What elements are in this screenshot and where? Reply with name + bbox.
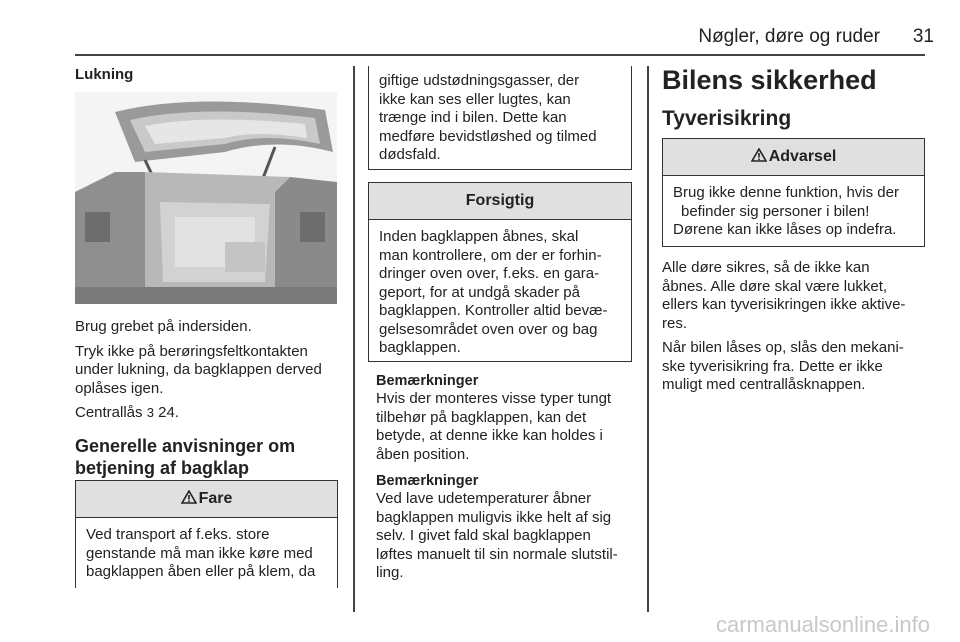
text-line: bagklappen åben eller på klem, da — [86, 563, 316, 580]
column-1 — [75, 66, 343, 85]
text-line: giftige udstødningsgasser, der — [379, 72, 580, 89]
text-line: trænge ind i bilen. Dette kan — [379, 109, 567, 126]
warning-box-header — [663, 139, 924, 176]
danger-box-header — [76, 481, 337, 518]
section-heading-lukning: Lukning — [75, 66, 134, 83]
danger-box-continued-body — [369, 66, 631, 173]
text-line: res. — [662, 314, 688, 332]
reference-page: 24. — [153, 404, 179, 421]
text-line: Tryk ikke på berøringsfeltkontakten — [75, 342, 308, 360]
text-line: dringer oven over, f.eks. en gara- — [379, 265, 600, 282]
column-2-notes — [376, 373, 638, 583]
note-title: Bemærkninger — [376, 473, 479, 489]
text-line: Hvis der monteres visse typer tungt — [376, 390, 612, 407]
warning-box — [662, 138, 925, 247]
text-line: åbnes. Alle døre skal være lukket, — [662, 277, 888, 295]
text-line: man kontrollere, om der er forhin- — [379, 246, 602, 264]
tailgate-photo-icon — [75, 92, 337, 304]
danger-box-title: Fare — [198, 490, 233, 507]
tailgate-illustration — [75, 92, 337, 304]
text-line: Når bilen låses op, slås den mekani- — [662, 339, 904, 356]
reference-arrow-icon: 3 — [146, 405, 154, 420]
paragraph-unlock-deactivates — [662, 339, 928, 395]
text-line: muligt med centrallåsknappen. — [662, 376, 866, 393]
warning-box-title: Advarsel — [768, 148, 837, 165]
text-line: ikke kan ses eller lugtes, kan — [379, 90, 571, 108]
danger-box-continued — [368, 66, 632, 170]
caution-box-header — [369, 183, 631, 220]
section-heading-vehicle-security: Bilens sikkerhed — [662, 65, 877, 95]
column-1-text — [75, 318, 343, 479]
text-line: ske tyverisikring fra. Dette er ikke — [662, 357, 883, 375]
cross-reference — [75, 404, 343, 423]
page-header-title: Nøgler, døre og ruder — [698, 26, 880, 47]
warning-triangle-icon — [181, 490, 197, 504]
text-line: Ved transport af f.eks. store — [86, 526, 270, 543]
paragraph-touchpad-warning — [75, 343, 343, 399]
note-heavy-accessories — [376, 373, 638, 464]
text-line: selv. I givet fald skal bagklappen — [376, 527, 591, 544]
caution-box-body — [369, 220, 631, 366]
text-line: gelsesområdet oven over og bag — [379, 320, 598, 338]
text-line: Ved lave udetemperaturer åbner — [376, 490, 592, 507]
text-line: tilbehør på bagklappen, kan det — [376, 408, 587, 426]
text-line: befinder sig personer i bilen! — [681, 202, 870, 220]
paragraph-all-doors-secured — [662, 259, 928, 333]
column-divider-2 — [647, 66, 649, 612]
text-line: dødsfald. — [379, 146, 441, 163]
note-low-temperature — [376, 473, 638, 583]
text-line: betyde, at denne ikke kan holdes i — [376, 427, 603, 444]
column-3-headings — [662, 64, 926, 132]
text-line: bagklappen. — [379, 339, 461, 356]
section-heading-anti-theft: Tyverisikring — [662, 107, 792, 130]
danger-box-body — [76, 518, 337, 590]
warning-box-body — [663, 176, 924, 248]
caution-box-title: Forsigtig — [465, 192, 535, 209]
warning-triangle-icon — [751, 148, 767, 162]
text-line: åben position. — [376, 445, 470, 463]
text-line: geport, for at undgå skader på — [379, 283, 580, 301]
column-3-text — [662, 259, 928, 401]
text-line: medføre bevidstløshed og tilmed — [379, 127, 597, 145]
section-heading-general-instructions — [75, 435, 343, 479]
paragraph-grab-handle: Brug grebet på indersiden. — [75, 318, 252, 335]
text-line: oplåses igen. — [75, 379, 164, 397]
reference-label: Centrallås — [75, 404, 143, 421]
text-line: under lukning, da bagklappen derved — [75, 361, 322, 378]
heading-line: Generelle anvisninger om — [75, 435, 296, 456]
caution-box — [368, 182, 632, 362]
danger-box — [75, 480, 338, 588]
watermark: carmanualsonline.info — [715, 612, 930, 637]
note-title: Bemærkninger — [376, 373, 479, 389]
text-line: ling. — [376, 564, 404, 581]
text-line: genstande må man ikke køre med — [86, 544, 313, 562]
text-line: løftes manuelt til sin normale slutstil- — [376, 545, 618, 563]
text-line: ellers kan tyverisikringen ikke aktive- — [662, 296, 906, 313]
text-line: bagklappen muligvis ikke helt af sig — [376, 508, 612, 526]
column-divider-1 — [353, 66, 355, 612]
text-line: Brug ikke denne funktion, hvis der — [673, 184, 899, 201]
text-line: Alle døre sikres, så de ikke kan — [662, 259, 870, 276]
text-line: bagklappen. Kontroller altid bevæ- — [379, 302, 608, 319]
heading-line: betjening af bagklap — [75, 457, 250, 478]
header-rule — [75, 54, 925, 56]
text-line: Inden bagklappen åbnes, skal — [379, 228, 579, 245]
text-line: Dørene kan ikke låses op indefra. — [673, 221, 897, 238]
page-number: 31 — [912, 26, 934, 47]
